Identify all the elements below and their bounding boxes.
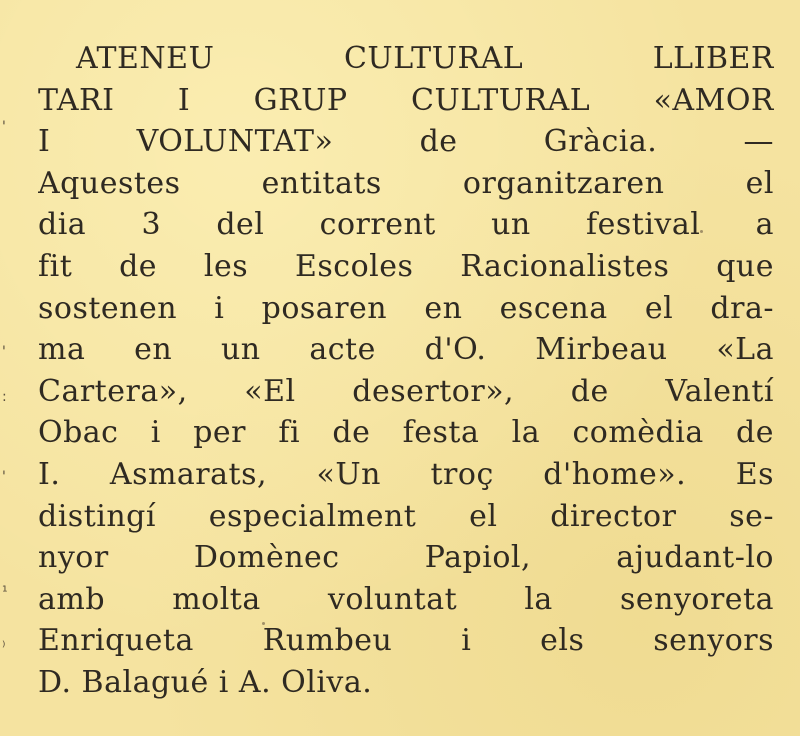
article-text (38, 38, 774, 704)
article-line: I VOLUNTAT» de Gràcia. — (38, 124, 774, 160)
article-line: distingí especialment el director se- (38, 498, 774, 534)
article-line: TARI I GRUP CULTURAL «AMOR (38, 82, 774, 118)
article-line: Aquestes entitats organitzaren el (38, 165, 774, 201)
margin-mark: ¹ (2, 584, 8, 600)
left-margin-marks (0, 0, 12, 736)
article-line: ATENEU CULTURAL LLIBER (76, 41, 774, 76)
article-line: amb molta voluntat la senyoreta (38, 581, 774, 617)
article-line: ma en un acte d'O. Mirbeau «La (38, 332, 774, 368)
article-line: D. Balagué i A. Oliva. (38, 664, 373, 700)
margin-mark: : (2, 389, 7, 405)
article-line: dia 3 del corrent un festival a (38, 207, 774, 243)
article-line: Obac i per fi de festa la comèdia de (38, 415, 774, 451)
margin-mark: ' (2, 344, 6, 360)
article-line: fit de les Escoles Racionalistes que (38, 248, 774, 284)
article-line: Cartera», «El desertor», de Valentí (38, 373, 774, 409)
article-line: nyor Domènec Papiol, ajudant-lo (38, 540, 774, 576)
article-line: sostenen i posaren en escena el dra- (38, 290, 774, 326)
margin-mark: ⁾ (2, 639, 6, 655)
margin-mark: ' (2, 119, 6, 135)
article-line: Enriqueta Rumbeu i els senyors (38, 623, 774, 659)
margin-mark: ' (2, 469, 6, 485)
article-line: I. Asmarats, «Un troç d'home». Es (38, 456, 774, 492)
